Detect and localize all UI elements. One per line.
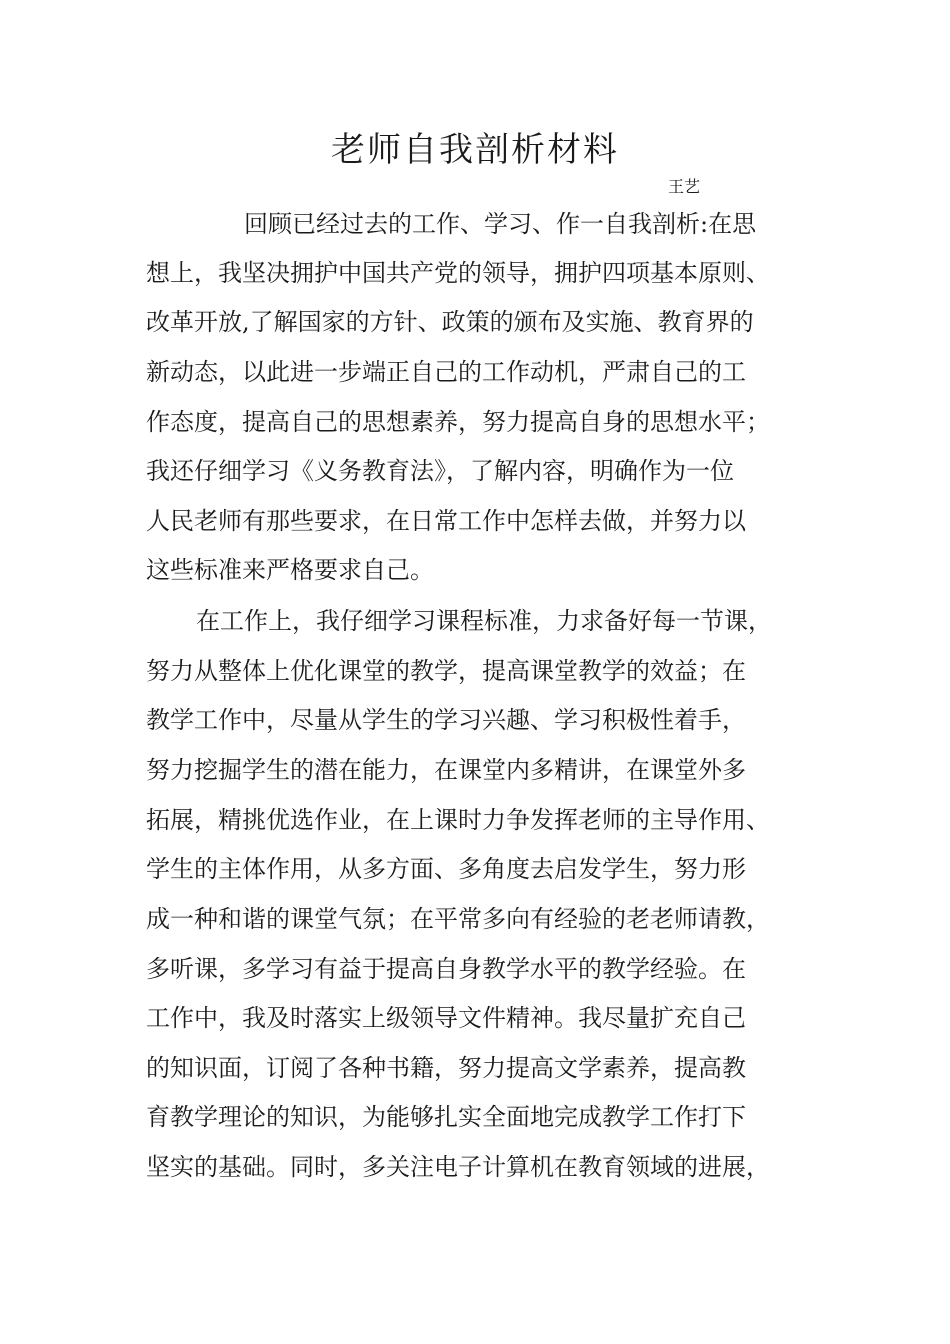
paragraph-1-line: 我还仔细学习《义务教育法》，了解内容，明确作为一位 — [146, 457, 734, 485]
paragraph-1-line: 人民老师有那些要求，在日常工作中怎样去做，并努力以 — [146, 507, 746, 535]
paragraph-2-line: 工作中，我及时落实上级领导文件精神。我尽量扩充自己 — [146, 1004, 746, 1032]
paragraph-2-line: 教学工作中，尽量从学生的学习兴趣、学习积极性着手， — [146, 706, 746, 734]
paragraph-2-line: 的知识面，订阅了各种书籍，努力提高文学素养，提高教 — [146, 1054, 746, 1082]
paragraph-1-line: 新动态，以此进一步端正自己的工作动机，严肃自己的工 — [146, 358, 746, 386]
paragraph-1-line: 回顾已经过去的工作、学习、作一自我剖析:在思 — [244, 210, 757, 238]
author-name: 王艺 — [668, 177, 701, 196]
paragraph-2-line: 育教学理论的知识，为能够扎实全面地完成教学工作打下 — [146, 1103, 746, 1131]
document-title: 老师自我剖析材料 — [331, 130, 619, 170]
paragraph-2-line: 成一种和谐的课堂气氛；在平常多向有经验的老老师请教， — [146, 905, 770, 933]
paragraph-2-line: 拓展，精挑优选作业，在上课时力争发挥老师的主导作用、 — [146, 806, 770, 834]
paragraph-2-line: 坚实的基础。同时，多关注电子计算机在教育领域的进展， — [146, 1153, 770, 1181]
paragraph-2-line: 在工作上，我仔细学习课程标准，力求备好每一节课， — [196, 607, 772, 635]
paragraph-1-line: 这些标准来严格要求自己。 — [146, 556, 434, 584]
paragraph-2-line: 努力从整体上优化课堂的教学，提高课堂教学的效益；在 — [146, 657, 746, 685]
paragraph-2-line: 学生的主体作用，从多方面、多角度去启发学生，努力形 — [146, 855, 746, 883]
paragraph-1-line: 作态度，提高自己的思想素养，努力提高自身的思想水平； — [146, 408, 770, 436]
paragraph-1-line: 改革开放,了解国家的方针、政策的颁布及实施、教育界的 — [146, 308, 754, 336]
paragraph-2-line: 努力挖掘学生的潜在能力，在课堂内多精讲，在课堂外多 — [146, 756, 746, 784]
paragraph-1-line: 想上，我坚决拥护中国共产党的领导，拥护四项基本原则、 — [146, 259, 770, 287]
paragraph-2-line: 多听课，多学习有益于提高自身教学水平的教学经验。在 — [146, 955, 746, 983]
